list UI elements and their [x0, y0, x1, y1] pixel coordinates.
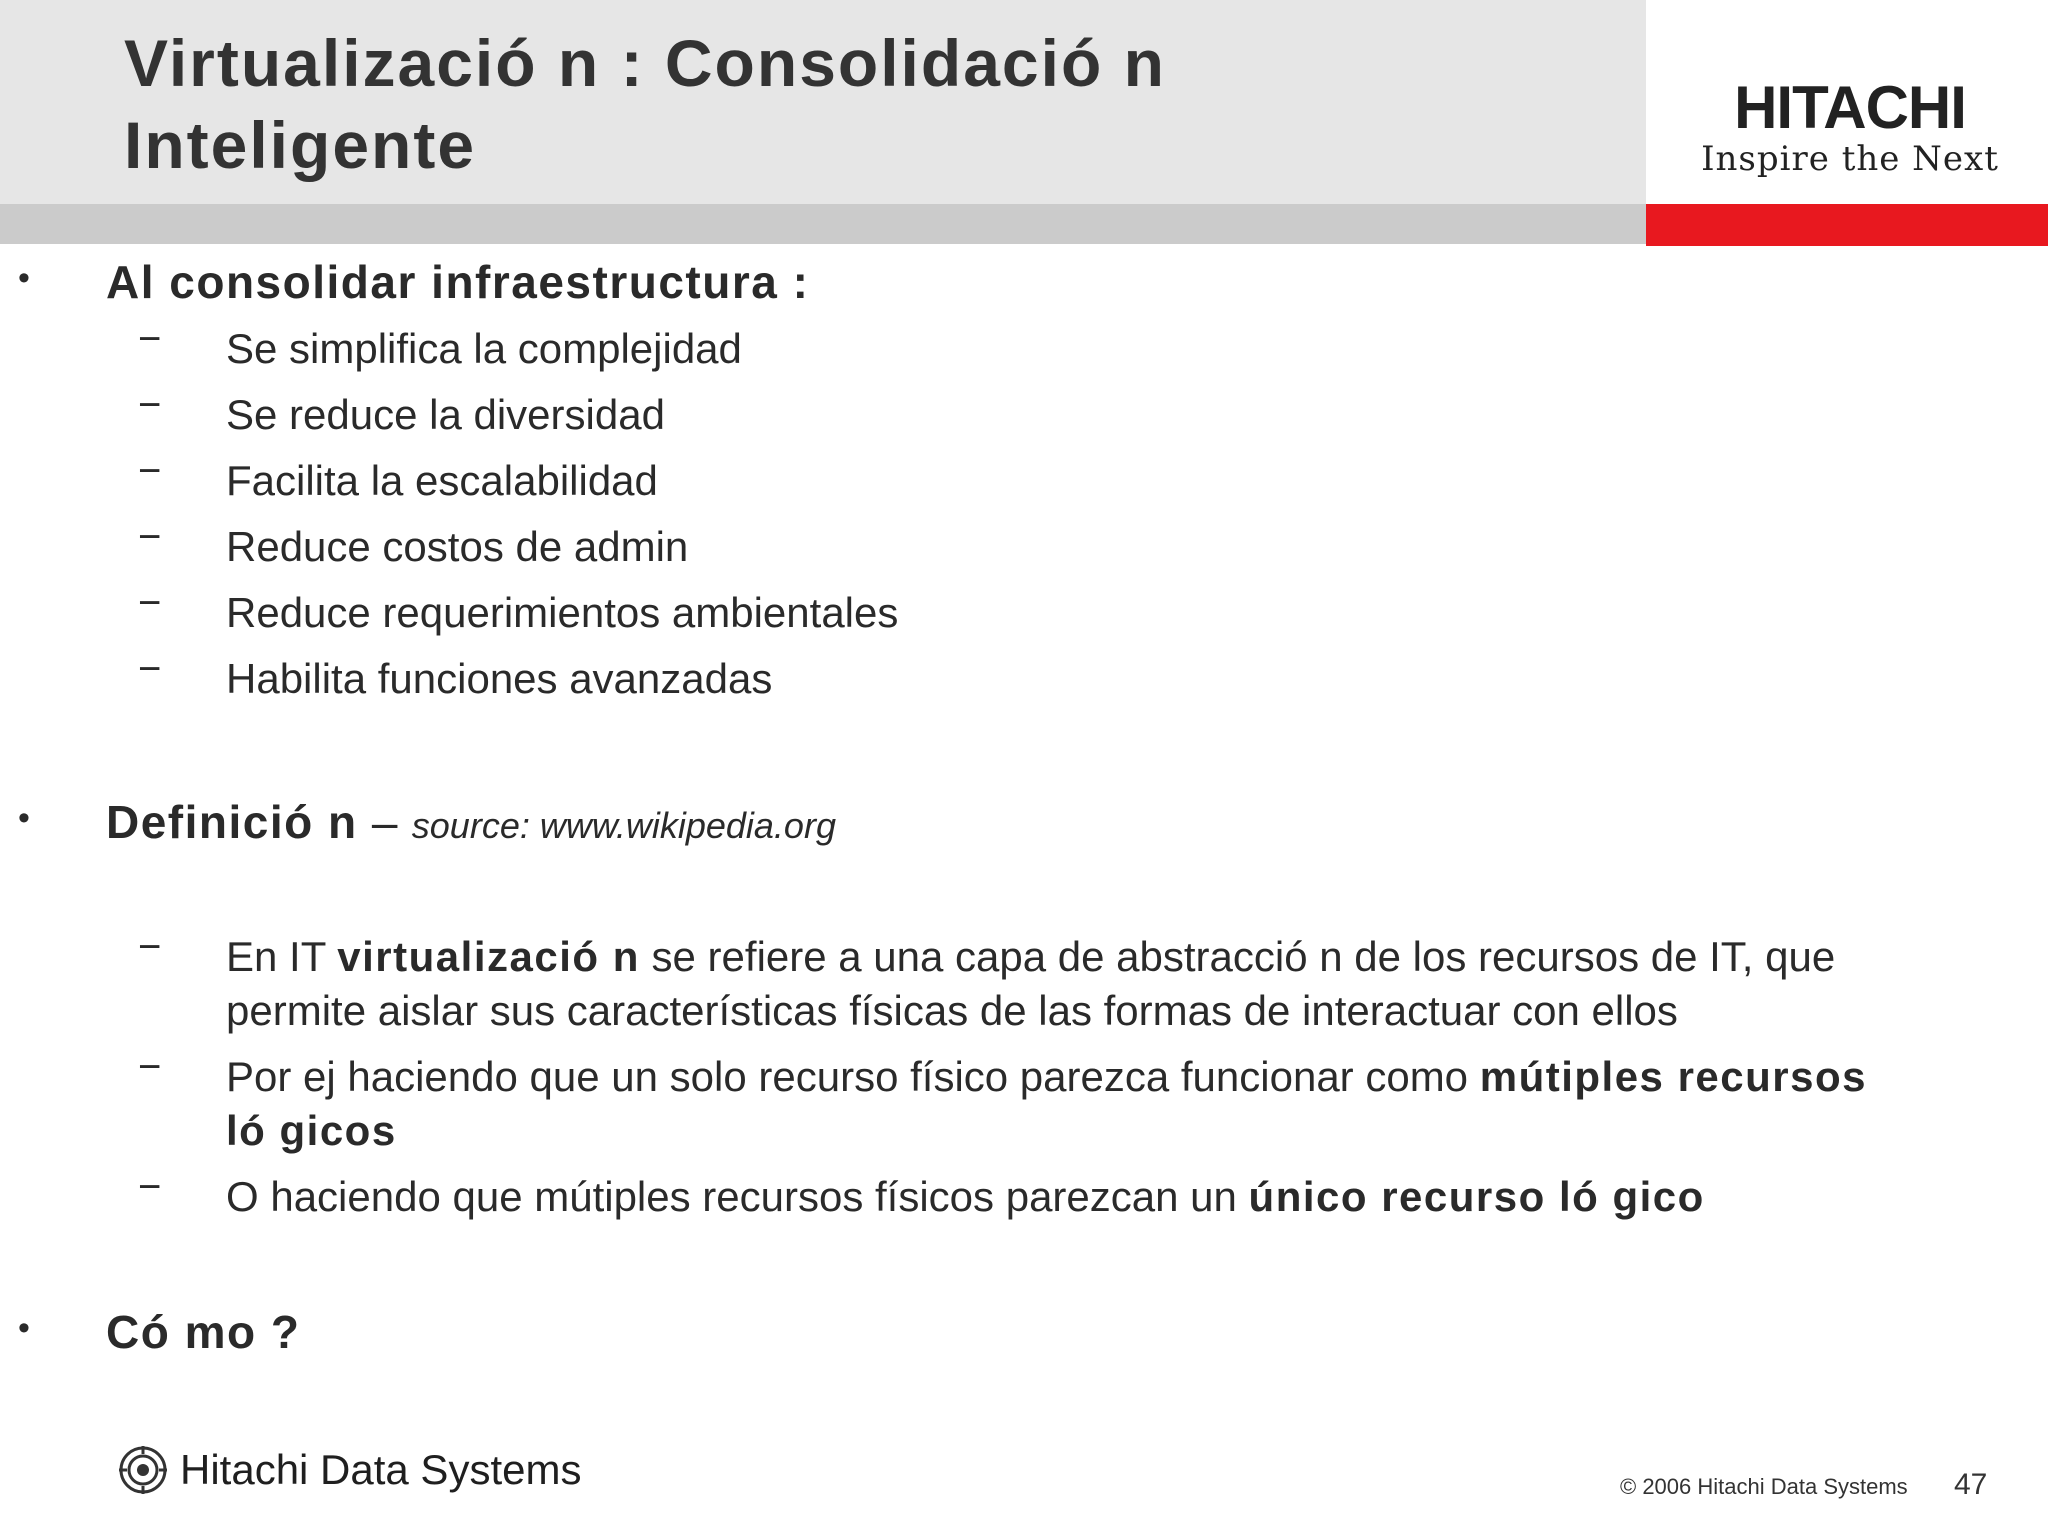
sub-item-text: Reduce requerimientos ambientales	[226, 589, 899, 636]
bullet-icon: •	[18, 259, 32, 297]
section-heading-consolidar: Al consolidar infraestructura :	[106, 256, 810, 308]
page-number: 47	[1954, 1468, 1988, 1501]
dash-icon: −	[138, 925, 162, 969]
source-citation: source: www.wikipedia.org	[411, 805, 836, 846]
hds-footer-logo	[118, 1442, 581, 1498]
title-underbar	[0, 204, 1646, 244]
hitachi-logo	[1690, 74, 2010, 179]
dash-icon: −	[138, 581, 162, 625]
logo-red-bar	[1646, 204, 2048, 246]
sub-item-text	[226, 930, 1906, 1038]
section-heading-definicion: Definició n	[106, 796, 358, 848]
dash-icon: −	[138, 449, 162, 493]
hds-emblem-icon	[118, 1445, 168, 1495]
sub-item-text-pre: En IT	[226, 933, 338, 980]
dash-icon: −	[138, 1045, 162, 1089]
sub-item-text	[226, 1170, 1906, 1224]
copyright-text: © 2006 Hitachi Data Systems	[1620, 1474, 1908, 1499]
dash-icon: −	[138, 383, 162, 427]
sub-item-text-bold: virtualizació n	[337, 933, 640, 980]
dash-icon: −	[138, 515, 162, 559]
hds-logo-text: Hitachi Data Systems	[180, 1446, 582, 1493]
hitachi-wordmark: HITACHI	[1734, 74, 1966, 141]
slide-title-line-2: Inteligente	[124, 108, 477, 182]
sub-item-text-pre: Por ej haciendo que un solo recurso físico parezca funcionar como	[226, 1053, 1480, 1100]
section-heading-como: Có mo ?	[106, 1306, 301, 1358]
hitachi-tagline: Inspire the Next	[1701, 139, 1999, 179]
sub-item-text: Reduce costos de admin	[226, 523, 689, 570]
sub-item-text-post: se refiere a una capa de abstracció n de los recursos de IT, que permite aislar sus características físicas de las formas de interactuar con ellos	[226, 933, 1836, 1034]
dash-icon: −	[138, 647, 162, 691]
slide-title-line-1: Virtualizació n : Consolidació n	[124, 26, 1166, 100]
dash-icon: −	[138, 317, 162, 361]
sub-item-text: Se reduce la diversidad	[226, 391, 665, 438]
bullet-icon: •	[18, 1309, 32, 1347]
sub-item-text-bold: mútiples recursos ló gicos	[226, 1053, 1868, 1154]
sub-item-text: Se simplifica la complejidad	[226, 325, 742, 372]
bullet-icon: •	[18, 799, 32, 837]
sub-item-text	[226, 1050, 1906, 1158]
dash-icon: −	[138, 1165, 162, 1209]
heading-dash: –	[371, 796, 398, 848]
sub-item-text: Facilita la escalabilidad	[226, 457, 658, 504]
sub-item-text: Habilita funciones avanzadas	[226, 655, 773, 702]
sub-item-text-pre: O haciendo que mútiples recursos físicos parezcan un	[226, 1173, 1249, 1220]
sub-item-text-bold: único recurso ló gico	[1248, 1173, 1705, 1220]
slide-title	[124, 22, 1604, 186]
section-heading-definicion-line	[106, 794, 836, 854]
